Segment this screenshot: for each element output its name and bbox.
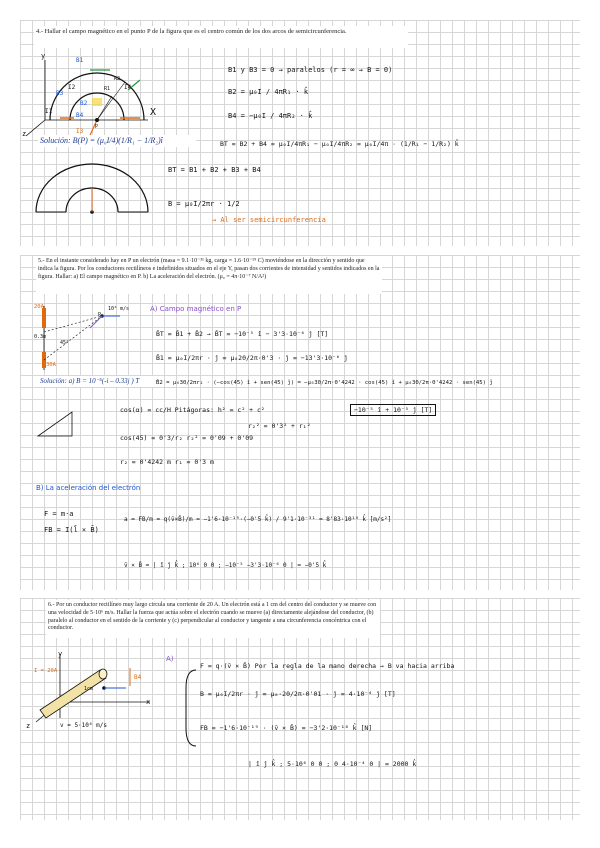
p4-label-y: y	[41, 52, 46, 60]
p4-work-4: BT = B2 + B4 = μ₀I/4πR₁ − μ₀I/4πR₂ = μ₀I/4π · (1/R₁ − 1/R₂) k̂	[220, 140, 459, 148]
p5-a-6: cos(45) = 0'3/r₂ r₂² = 0'09 + 0'09	[120, 434, 254, 442]
p5-label-i2: 30A	[46, 362, 56, 368]
p4-label-x: X	[150, 107, 157, 118]
p4-label-i4: I4	[124, 84, 132, 91]
p6-label-i: I = 20A	[34, 668, 58, 674]
p4-work2-3: → Al ser semicircunferencia	[212, 216, 326, 224]
p5-label-p: P	[98, 312, 102, 318]
p6-work-2: B = μ₀I/2πr · ĵ = μ₀·20/2π·0'01 · ĵ = 4·10⁻⁴ ĵ [T]	[200, 690, 396, 698]
p6-label-y: y	[58, 650, 63, 658]
p4-label-i2: I2	[68, 84, 76, 91]
p4-label-i3: I3	[76, 128, 84, 135]
p5-a-result: −10⁻⁵ î + 10⁻⁵ ĵ [T]	[350, 404, 436, 416]
p4-label-p: P	[95, 124, 99, 130]
p4-label-r2: R2	[114, 76, 121, 82]
p4-figure-2	[28, 160, 158, 220]
p4-label-b2: B2	[80, 100, 88, 107]
p5-a-1: B̄T = B̄1 + B̄2 → B̄T = −10⁻⁵ î − 3'3·10⁻⁶ ĵ [T]	[156, 330, 329, 338]
p6-bracket	[184, 668, 198, 748]
p5-solution: Solución: a) B = 10⁻⁵(-i – 0.33j ) T	[40, 377, 140, 385]
p5-a-7: r₂ = 0'4242 m r₁ = 0'3 m	[120, 458, 214, 466]
p5-a-2: B̄1 = μ₀I/2πr · ĵ = μ₀20/2π·0'3 · ĵ = −13'3·10⁻⁶ ĵ	[156, 354, 348, 362]
p5-b-2: FB = I(l̄ × B̄)	[44, 526, 99, 534]
p5-b-3: a = FB/m = q(v̄×B̄)/m = −1'6·10⁻¹⁹·(−0'5 k̂) / 9'1·10⁻³¹ = 8'83·10¹⁰ k̂ [m/s²]	[124, 516, 392, 523]
p5-label-i1: 20A	[34, 304, 44, 310]
p4-label-b1: B1	[76, 57, 84, 64]
p4-figure	[20, 52, 170, 147]
p5-a-4: cos(α) = cc/H Pitágoras: h² = c² + c²	[120, 406, 265, 414]
p6-label-x: x	[146, 698, 151, 706]
p4-work2-1: BT = B1 + B2 + B3 + B4	[168, 166, 261, 174]
p5-a-3: B̄2 = μ₀30/2πr₂ · (−cos(45) î + sen(45) ĵ) = −μ₀30/2π·0'4242 · cos(45) î + μ₀30/2π·0'4242 · sen(45) ĵ	[156, 380, 493, 386]
p6-label-v: v = 5·10⁶ m/s	[60, 722, 107, 729]
p6-work-1: F = q·(v̄ × B̄) Por la regla de la mano derecha → B va hacia arriba	[200, 662, 455, 670]
p6-work-4: | î ĵ k̂ ; 5·10⁶ 0 0 ; 0 4·10⁻⁴ 0 | = 2000 k̂	[248, 760, 417, 768]
p6-figure	[30, 648, 160, 728]
p5-label-d: 0.3m	[34, 334, 47, 340]
p4-work-3: B4 = −μ₀I / 4πR₂ · k̂	[228, 112, 313, 120]
p6-work-3: FB = −1'6·10⁻¹⁹ · (v̄ × B̄) = −3'2·10⁻¹⁸ k̂ [N]	[200, 724, 373, 732]
p6-label-z: z	[26, 722, 31, 730]
p5-triangle	[36, 410, 76, 440]
p5-b-1: F = m·a	[44, 510, 74, 518]
p6-label-d: 1cm	[84, 686, 94, 692]
p4-label-z: z	[22, 130, 27, 138]
p4-label-b3: B3	[56, 90, 64, 97]
p5-label-ang: 45°	[60, 340, 70, 346]
p4-work-2: B2 = μ₀I / 4πR₁ · k̂	[228, 88, 309, 96]
p4-label-r1: R1	[104, 86, 111, 92]
p4-label-i1: I1	[45, 108, 53, 115]
p5-a-5: r₂² = 0'3² + r₁²	[248, 422, 311, 430]
p4-work2-2: B = μ₀I/2πr · 1/2	[168, 200, 240, 208]
p4-statement: 4.- Hallar el campo magnético en el punto P de la figura que es el centro común de los dos arcos de semicircunferencia.	[36, 28, 347, 35]
p6-statement: 6.- Por un conductor rectilíneo muy largo circula una corriente de 20 A. Un electrón está a 1 cm del centro del conductor y se mueve con una velocidad de 5·10⁶ m/s. Hallar la fuerza que actúa sobre el electrón cuando se mueve (a) directamente alejándose del conductor, (b) paralelo al conductor en el sentido de la corriente y (c) perpendicular al conductor y tangente a una circunferencia concéntrica con el conductor.	[48, 602, 377, 632]
p5-statement: 5.- En el instante considerado hay en P un electrón (masa = 9.1·10⁻³¹ kg, carga = 1.6·10⁻¹⁹ C) moviéndose en la dirección y sentido que indica la figura. Por los conductores rectilíneos e indefinidos situados en el eje Y, pasan dos corrientes de intensidad y sentidos indicados en la figura. Hallar: a) El campo magnético en P. b) La aceleración del electrón. (μ₀ = 4π·10⁻⁷ N/A²)	[38, 258, 380, 280]
p5-label-v: 10⁶ m/s	[108, 306, 130, 312]
p4-solution: Solución: B(P) = (μ₀I/4)(1/R₁ − 1/R₂)î	[40, 136, 163, 145]
p5-b-4: v̄ × B̄ = | î ĵ k̂ ; 10⁶ 0 0 ; −10⁻⁵ −3'3·10⁻⁶ 0 | = −0'5 k̂	[124, 562, 327, 569]
p4-label-b4: B4	[76, 112, 84, 119]
p5-part-b-title: B) La aceleración del electrón	[36, 484, 141, 492]
p5-part-a-title: A) Campo magnético en P	[150, 305, 242, 313]
p6-label-b: B4	[134, 674, 142, 681]
p6-part-a-title: A)	[166, 655, 174, 663]
p4-work-1: B1 y B3 = 0 → paralelos (r = ∞ → B = 0)	[228, 66, 393, 74]
